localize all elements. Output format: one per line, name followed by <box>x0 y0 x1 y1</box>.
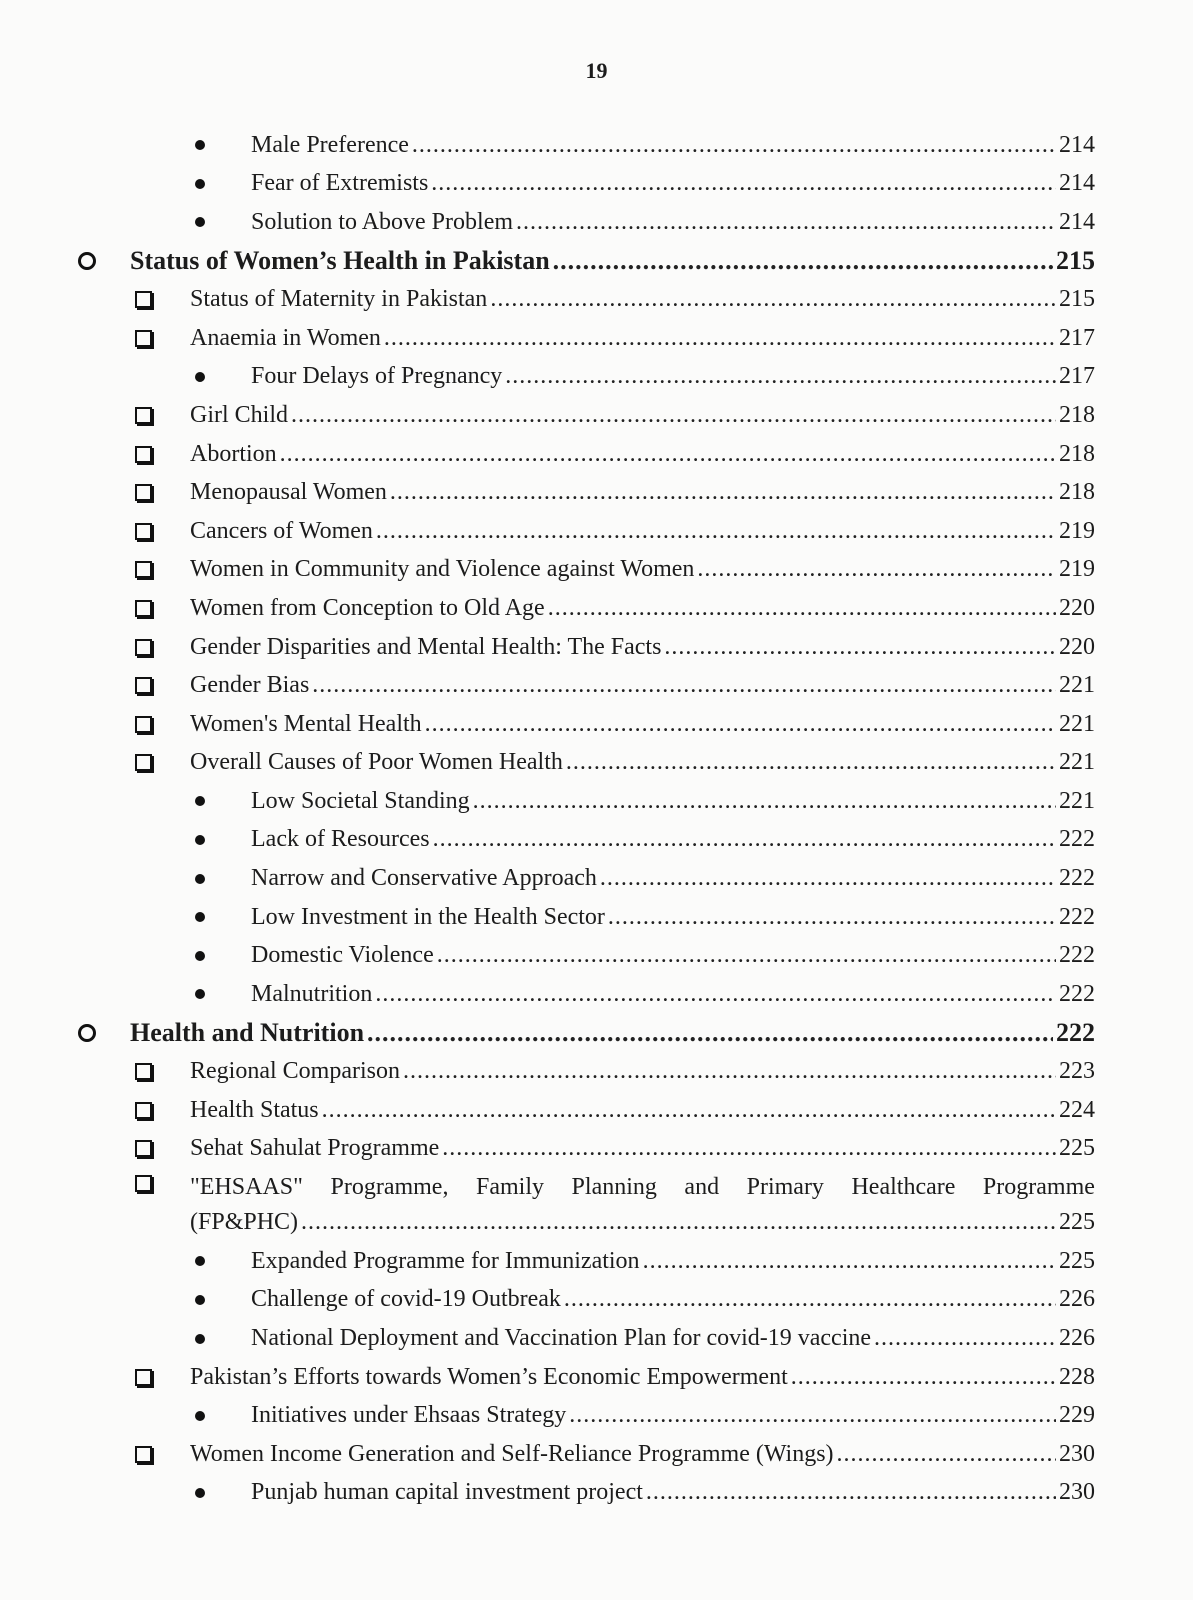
entry-page-number: 215 <box>1059 286 1095 313</box>
toc-bullet-entry[interactable] <box>0 1242 1193 1281</box>
toc-subsection-entry[interactable] <box>0 319 1193 358</box>
entry-title: Fear of Extremists <box>251 170 429 197</box>
entry-title: Health Status <box>190 1096 319 1123</box>
toc-section-entry[interactable] <box>0 242 1193 281</box>
checkbox-bullet-icon <box>132 1172 154 1194</box>
entry-title: Challenge of covid-19 Outbreak <box>251 1286 561 1313</box>
checkbox-bullet-icon <box>132 559 154 581</box>
entry-page-number: 221 <box>1059 749 1095 776</box>
toc-subsection-entry[interactable] <box>0 435 1193 474</box>
dot-bullet-icon <box>192 137 208 153</box>
entry-page-number: 223 <box>1059 1058 1095 1085</box>
dot-leader <box>791 1364 1056 1391</box>
dot-leader <box>505 363 1056 390</box>
entry-title: Status of Women’s Health in Pakistan <box>130 246 550 276</box>
dot-bullet-icon <box>192 832 208 848</box>
circle-bullet-icon <box>74 1020 100 1046</box>
entry-title: Punjab human capital investment project <box>251 1479 643 1506</box>
dot-bullet-icon <box>192 909 208 925</box>
dot-bullet-icon <box>192 1331 208 1347</box>
dot-leader <box>322 1097 1056 1124</box>
dot-leader <box>646 1479 1056 1506</box>
dot-leader <box>433 826 1056 853</box>
toc-bullet-entry[interactable] <box>0 898 1193 937</box>
entry-page-number: 230 <box>1059 1479 1095 1506</box>
entry-page-number: 226 <box>1059 1325 1095 1352</box>
entry-title: Status of Maternity in Pakistan <box>190 286 488 313</box>
entry-title: Malnutrition <box>251 980 373 1007</box>
entry-title: Regional Comparison <box>190 1058 400 1085</box>
entry-page-number: 230 <box>1059 1440 1095 1467</box>
entry-page-number: 218 <box>1059 401 1095 428</box>
entry-title: Solution to Above Problem <box>251 208 514 235</box>
dot-bullet-icon <box>192 214 208 230</box>
dot-leader <box>437 942 1056 969</box>
entry-page-number: 225 <box>1059 1247 1095 1274</box>
checkbox-bullet-icon <box>132 520 154 542</box>
dot-bullet-icon <box>192 986 208 1002</box>
entry-page-number: 222 <box>1059 942 1095 969</box>
checkbox-bullet-icon <box>132 1099 154 1121</box>
entry-title: Cancers of Women <box>190 517 373 544</box>
toc-subsection-entry[interactable] <box>0 1091 1193 1130</box>
toc-subsection-entry[interactable] <box>0 589 1193 628</box>
dot-bullet-icon <box>192 793 208 809</box>
entry-title: Gender Disparities and Mental Health: The Facts <box>190 633 662 660</box>
entry-title: Pakistan’s Efforts towards Women’s Economic Empowerment <box>190 1363 788 1390</box>
entry-title: Gender Bias <box>190 672 310 699</box>
entry-title: Four Delays of Pregnancy <box>251 363 503 390</box>
toc-subsection-entry[interactable] <box>0 1168 1193 1242</box>
entry-title: Health and Nutrition <box>130 1017 365 1047</box>
entry-title: Domestic Violence <box>251 942 434 969</box>
dot-leader <box>490 286 1056 313</box>
dot-leader <box>697 556 1056 583</box>
dot-leader <box>301 1204 1056 1240</box>
dot-bullet-icon <box>192 1253 208 1269</box>
entry-page-number: 217 <box>1059 363 1095 390</box>
dot-leader <box>425 711 1056 738</box>
toc-subsection-entry[interactable] <box>0 280 1193 319</box>
toc-bullet-entry[interactable] <box>0 203 1193 242</box>
circle-bullet-icon <box>74 248 100 274</box>
checkbox-bullet-icon <box>132 404 154 426</box>
dot-leader <box>643 1248 1056 1275</box>
entry-title: Low Investment in the Health Sector <box>251 903 605 930</box>
entry-title: Narrow and Conservative Approach <box>251 865 597 892</box>
entry-page-number: 222 <box>1056 1017 1095 1047</box>
toc-subsection-entry[interactable] <box>0 396 1193 435</box>
checkbox-bullet-icon <box>132 636 154 658</box>
checkbox-bullet-icon <box>132 1138 154 1160</box>
dot-leader <box>516 209 1056 236</box>
entry-page-number: 221 <box>1059 710 1095 737</box>
checkbox-bullet-icon <box>132 1366 154 1388</box>
dot-leader <box>473 788 1056 815</box>
toc-section-entry[interactable] <box>0 1014 1193 1053</box>
entry-title: Women in Community and Violence against Women <box>190 556 695 583</box>
dot-bullet-icon <box>192 369 208 385</box>
entry-page-number: 228 <box>1059 1363 1095 1390</box>
dot-leader <box>412 132 1056 159</box>
entry-title: Initiatives under Ehsaas Strategy <box>251 1402 567 1429</box>
dot-leader <box>608 904 1056 931</box>
dot-bullet-icon <box>192 1408 208 1424</box>
checkbox-bullet-icon <box>132 327 154 349</box>
entry-page-number: 218 <box>1059 479 1095 506</box>
dot-bullet-icon <box>192 1292 208 1308</box>
toc-subsection-entry[interactable] <box>0 1358 1193 1397</box>
entry-page-number: 218 <box>1059 440 1095 467</box>
entry-title: Low Societal Standing <box>251 787 470 814</box>
checkbox-bullet-icon <box>132 597 154 619</box>
toc-subsection-entry[interactable] <box>0 473 1193 512</box>
entry-page-number: 221 <box>1059 787 1095 814</box>
dot-leader <box>548 595 1056 622</box>
dot-leader <box>375 981 1056 1008</box>
checkbox-bullet-icon <box>132 713 154 735</box>
dot-leader <box>442 1135 1056 1162</box>
toc-subsection-entry[interactable] <box>0 744 1193 783</box>
dot-leader <box>569 1402 1056 1429</box>
checkbox-bullet-icon <box>132 1061 154 1083</box>
dot-leader <box>600 865 1056 892</box>
entry-page-number: 214 <box>1059 208 1095 235</box>
entry-page-number: 226 <box>1059 1286 1095 1313</box>
dot-leader <box>367 1018 1053 1048</box>
dot-leader <box>376 518 1056 545</box>
checkbox-bullet-icon <box>132 752 154 774</box>
entry-page-number: 219 <box>1059 556 1095 583</box>
toc-subsection-entry[interactable] <box>0 1052 1193 1091</box>
entry-page-number: 222 <box>1059 826 1095 853</box>
dot-leader <box>553 246 1053 276</box>
table-of-contents <box>0 126 1193 1512</box>
dot-bullet-icon <box>192 871 208 887</box>
checkbox-bullet-icon <box>132 289 154 311</box>
toc-subsection-entry[interactable] <box>0 705 1193 744</box>
entry-title: Sehat Sahulat Programme <box>190 1135 440 1162</box>
entry-page-number: 214 <box>1059 131 1095 158</box>
dot-leader <box>280 441 1056 468</box>
dot-leader <box>564 1286 1056 1313</box>
entry-title: Women from Conception to Old Age <box>190 594 545 621</box>
toc-subsection-entry[interactable] <box>0 666 1193 705</box>
dot-bullet-icon <box>192 1485 208 1501</box>
dot-leader <box>403 1058 1056 1085</box>
toc-subsection-entry[interactable] <box>0 512 1193 551</box>
dot-leader <box>566 749 1056 776</box>
dot-leader <box>312 672 1056 699</box>
dot-bullet-icon <box>192 176 208 192</box>
toc-bullet-entry[interactable] <box>0 782 1193 821</box>
toc-subsection-entry[interactable] <box>0 628 1193 667</box>
entry-title: Anaemia in Women <box>190 324 381 351</box>
toc-bullet-entry[interactable] <box>0 1474 1193 1513</box>
entry-title: Women's Mental Health <box>190 710 422 737</box>
entry-title: National Deployment and Vaccination Plan for covid-19 vaccine <box>251 1325 872 1352</box>
entry-page-number: 222 <box>1059 865 1095 892</box>
toc-bullet-entry[interactable] <box>0 165 1193 204</box>
toc-subsection-entry[interactable] <box>0 551 1193 590</box>
toc-bullet-entry[interactable] <box>0 1281 1193 1320</box>
entry-page-number: 221 <box>1059 672 1095 699</box>
toc-bullet-entry[interactable] <box>0 358 1193 397</box>
entry-page-number: 219 <box>1059 517 1095 544</box>
entry-title: Lack of Resources <box>251 826 430 853</box>
entry-page-number: 215 <box>1056 246 1095 276</box>
checkbox-bullet-icon <box>132 1443 154 1465</box>
dot-leader <box>837 1441 1056 1468</box>
entry-page-number: 224 <box>1059 1096 1095 1123</box>
entry-page-number: 222 <box>1059 903 1095 930</box>
entry-page-number: 225 <box>1059 1135 1095 1162</box>
toc-bullet-entry[interactable] <box>0 859 1193 898</box>
entry-title: Expanded Programme for Immunization <box>251 1247 640 1274</box>
entry-page-number: 214 <box>1059 170 1095 197</box>
toc-bullet-entry[interactable] <box>0 936 1193 975</box>
toc-bullet-entry[interactable] <box>0 126 1193 165</box>
dot-leader <box>431 170 1056 197</box>
page-number: 19 <box>585 58 608 83</box>
toc-bullet-entry[interactable] <box>0 821 1193 860</box>
entry-page-number: 225 <box>1059 1209 1095 1236</box>
dot-leader <box>291 402 1056 429</box>
toc-subsection-entry[interactable] <box>0 1129 1193 1168</box>
toc-bullet-entry[interactable] <box>0 1319 1193 1358</box>
entry-title: "EHSAAS" Programme, Family Planning and Primary Healthcare Programme <box>190 1174 1095 1201</box>
entry-title: Male Preference <box>251 131 409 158</box>
toc-subsection-entry[interactable] <box>0 1435 1193 1474</box>
checkbox-bullet-icon <box>132 443 154 465</box>
entry-page-number: 222 <box>1059 980 1095 1007</box>
entry-page-number: 220 <box>1059 633 1095 660</box>
entry-page-number: 220 <box>1059 594 1095 621</box>
dot-leader <box>664 634 1056 661</box>
entry-title: Women Income Generation and Self-Reliance Programme (Wings) <box>190 1440 834 1467</box>
checkbox-bullet-icon <box>132 482 154 504</box>
toc-bullet-entry[interactable] <box>0 1396 1193 1435</box>
dot-leader <box>384 325 1056 352</box>
dot-leader <box>390 479 1056 506</box>
entry-title: Menopausal Women <box>190 479 387 506</box>
toc-bullet-entry[interactable] <box>0 975 1193 1014</box>
entry-page-number: 229 <box>1059 1402 1095 1429</box>
entry-title: Abortion <box>190 440 277 467</box>
entry-title: (FP&PHC) <box>190 1209 299 1236</box>
entry-page-number: 217 <box>1059 324 1095 351</box>
entry-title: Girl Child <box>190 401 289 428</box>
dot-bullet-icon <box>192 948 208 964</box>
checkbox-bullet-icon <box>132 675 154 697</box>
entry-title: Overall Causes of Poor Women Health <box>190 749 563 776</box>
dot-leader <box>874 1325 1056 1352</box>
